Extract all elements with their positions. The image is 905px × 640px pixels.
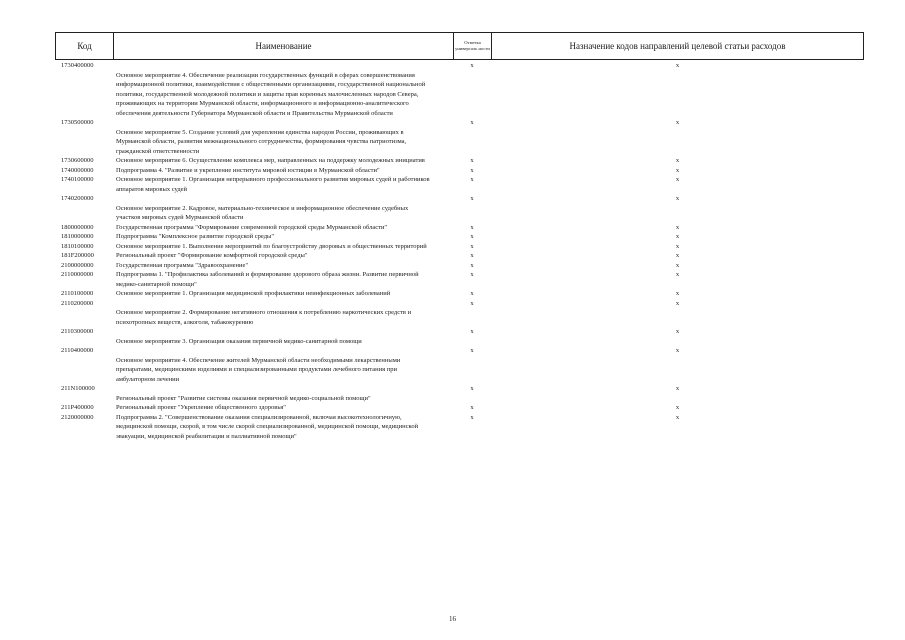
row-purpose-mark: x: [675, 290, 680, 297]
row-universality-mark: x: [470, 413, 474, 421]
row-code: 1810000000: [61, 233, 94, 240]
table-row: [55, 232, 864, 242]
table-row: [55, 289, 864, 299]
row-universality-mark: x: [470, 242, 474, 250]
row-purpose-mark: x: [675, 166, 680, 174]
row-purpose-mark: x: [675, 119, 680, 126]
row-name: Государственная программа "Здравоохранение": [116, 261, 249, 269]
row-universality-mark: x: [470, 166, 474, 174]
row-purpose-mark: x: [675, 195, 680, 202]
table-row: [55, 327, 864, 346]
row-universality-mark: x: [470, 271, 474, 278]
row-code: 1800000000: [61, 223, 94, 231]
row-purpose-mark: x: [675, 62, 680, 69]
row-code: 1730500000: [61, 119, 94, 126]
table-row: [55, 384, 864, 403]
row-universality-mark: x: [470, 252, 474, 259]
row-code: 1740200000: [61, 195, 94, 202]
row-name: Основное мероприятие 1. Организация медицинской профилактики неинфекционных заболеваний: [116, 290, 391, 297]
row-name: Основное мероприятие 3. Организация оказания первичной медико-санитарной помощи: [116, 337, 362, 345]
row-code: 1730600000: [61, 157, 94, 164]
row-universality-mark: x: [470, 347, 474, 354]
row-universality-mark: x: [470, 404, 474, 411]
row-universality-mark: x: [470, 299, 474, 307]
row-code: 1740100000: [61, 176, 94, 183]
row-name: Региональный проект "Развитие системы оказания первичной медико-социальной помощи": [116, 394, 371, 402]
row-name: Региональный проект "Укрепление общественного здоровья": [116, 404, 286, 411]
row-code: 211P400000: [61, 404, 94, 411]
row-name: Основное мероприятие 4. Обеспечение реализации государственных функций в сферах совершенствования информационной политики, взаимодействия с общественными организациями, государственной национальной политики, государственной молодежной политики и защиты прав коренных малочисленных народов Севера, проживающих на территории Мурманской области, информационного и информационно-аналитического обеспечения деятельности Губернатора Мурманской области и Правительства Мурманской области: [116, 71, 426, 117]
row-purpose-mark: x: [675, 261, 680, 269]
row-name: Основное мероприятие 1. Выполнение мероприятий по благоустройству дворовых и общественных территорий: [116, 242, 427, 250]
table-row: [55, 156, 864, 166]
row-purpose-mark: x: [675, 413, 680, 421]
row-name: Основное мероприятие 6. Осуществление комплекса мер, направленных на поддержку молодежных инициатив: [116, 157, 425, 164]
row-name: Подпрограмма 4. "Развитие и укрепление института мировой юстиции в Мурманской области": [116, 166, 380, 174]
table-row: [55, 194, 864, 223]
row-name: Региональный проект "Формирование комфортной городской среды": [116, 252, 308, 259]
table-header: [55, 32, 864, 60]
row-name: Подпрограмма 1. "Профилактика заболеваний и формирование здорового образа жизни. Развитие первичной медико-санитарной помощи": [116, 271, 419, 288]
row-universality-mark: x: [470, 62, 474, 69]
row-code: 1740000000: [61, 166, 94, 174]
table-row: [55, 270, 864, 289]
row-code: 211N100000: [61, 385, 95, 392]
table-row: [55, 242, 864, 252]
table-row: [55, 166, 864, 176]
row-purpose-mark: x: [675, 233, 680, 240]
row-purpose-mark: x: [675, 176, 680, 183]
row-code: 1730400000: [61, 62, 94, 69]
row-code: 2100000000: [61, 261, 94, 269]
table-row: [55, 261, 864, 271]
table-row: [55, 175, 864, 194]
table-row: [55, 61, 864, 118]
row-name: Основное мероприятие 1. Организация непрерывного профессионального развития мировых судей и работников аппаратов мировых судей: [116, 176, 430, 193]
row-universality-mark: x: [470, 261, 474, 269]
row-universality-mark: x: [470, 328, 474, 335]
row-purpose-mark: x: [675, 328, 680, 335]
row-universality-mark: x: [470, 290, 474, 297]
row-universality-mark: x: [470, 119, 474, 126]
row-name: Основное мероприятие 2. Кадровое, материально-техническое и информационное обеспечение судебных участков мировых судей Мурманской области: [116, 204, 409, 221]
row-code: 181F200000: [61, 252, 94, 259]
row-code: 2110200000: [61, 299, 94, 307]
header-purpose: Назначение кодов направлений целевой статьи расходов: [569, 41, 786, 51]
table-row: [55, 413, 864, 442]
row-purpose-mark: x: [675, 299, 680, 307]
row-universality-mark: x: [470, 176, 474, 183]
table-row: [55, 403, 864, 413]
table-row: [55, 299, 864, 328]
row-name: Основное мероприятие 2. Формирование негативного отношения к потреблению наркотических средств и психотропных веществ, алкоголя, табакокурению: [116, 309, 412, 326]
row-code: 2120000000: [61, 413, 94, 421]
row-name: Подпрограмма 2. "Совершенствование оказания специализированной, включая высокотехнологичную, медицинской помощи, скорой, в том числе скорой специализированной, медицинской помощи, медицинской эвакуации, медицинской реабилитации и паллиативной помощи": [116, 413, 419, 440]
row-code: 2110400000: [61, 347, 94, 354]
row-purpose-mark: x: [675, 385, 680, 392]
row-purpose-mark: x: [675, 223, 680, 231]
row-universality-mark: x: [470, 195, 474, 202]
row-purpose-mark: x: [675, 404, 680, 411]
table-row: [55, 346, 864, 384]
row-universality-mark: x: [470, 223, 474, 231]
header-universality-mark: Отметка универсаль ности: [454, 33, 492, 59]
row-universality-mark: x: [470, 385, 474, 392]
row-universality-mark: x: [470, 157, 474, 164]
row-purpose-mark: x: [675, 252, 680, 259]
row-universality-mark: x: [470, 233, 474, 240]
row-purpose-mark: x: [675, 271, 680, 278]
row-name: Основное мероприятие 4. Обеспечение жителей Мурманской области необходимыми лекарственными препаратами, медицинскими изделиями и специализированными продуктами лечебного питания при амбулаторном лечении: [116, 356, 401, 383]
row-name: Государственная программа "Формирование современной городской среды Мурманской области": [116, 223, 388, 231]
row-purpose-mark: x: [675, 242, 680, 250]
table-body: [55, 61, 864, 441]
row-purpose-mark: x: [675, 347, 680, 354]
row-code: 1810100000: [61, 242, 94, 250]
row-purpose-mark: x: [675, 157, 680, 164]
row-code: 2110100000: [61, 290, 94, 297]
header-name: Наименование: [114, 33, 454, 59]
row-name: Основное мероприятие 5. Создание условий для укрепления единства народов России, проживающих в Мурманской области, развития межнационального сотрудничества, формирования чувства патриотизма, гражданской ответственности: [116, 128, 407, 155]
header-code: Код: [56, 33, 114, 59]
row-name: Подпрограмма "Комплексное развитие городской среды": [116, 233, 275, 240]
table-row: [55, 251, 864, 261]
table-row: [55, 223, 864, 233]
table-row: [55, 118, 864, 156]
page-number: 16: [449, 615, 456, 623]
row-code: 2110000000: [61, 271, 94, 278]
row-code: 2110300000: [61, 328, 94, 335]
